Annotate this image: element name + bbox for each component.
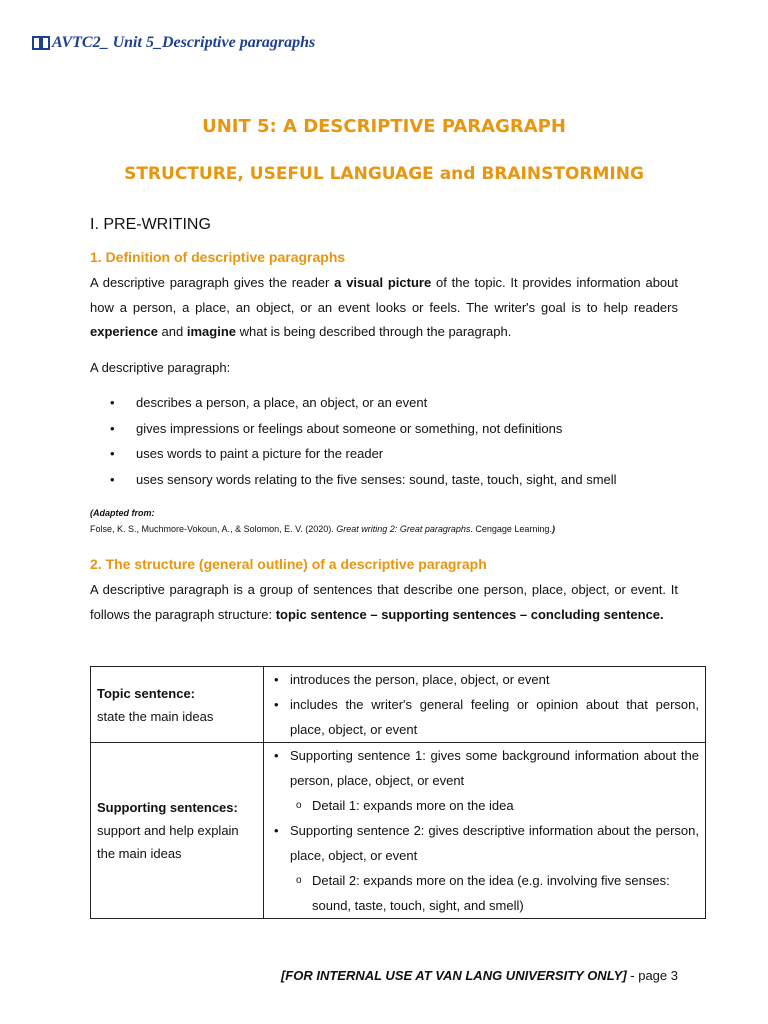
page-number: - page 3 (626, 968, 678, 983)
list-item: • introduces the person, place, object, or event (268, 667, 699, 692)
topic-label: Topic sentence: (97, 685, 196, 701)
support-label: Supporting sentences: (97, 800, 238, 815)
header-title: AVTC2_ Unit 5_Descriptive paragraphs (52, 34, 316, 51)
structure-table (90, 666, 706, 919)
support-cell (91, 743, 264, 919)
support-points-cell (264, 743, 706, 919)
document-header (32, 34, 315, 52)
topic-cell (91, 667, 264, 743)
unit-subtitle: STRUCTURE, USEFUL LANGUAGE and BRAINSTORMING (124, 164, 644, 184)
support-desc: support and help explain the main ideas (97, 823, 239, 861)
definition-paragraph: A descriptive paragraph gives the reader a visual picture of the topic. It provides information about how a person, a place, an object, or an event looks or feels. The writer's goal is to help readers experience and imagine what is being described through the paragraph. (90, 275, 678, 339)
book-icon (32, 36, 50, 50)
section-heading: I. PRE-WRITING (90, 216, 211, 233)
definition-heading: 1. Definition of descriptive paragraphs (90, 249, 346, 265)
unit-title: UNIT 5: A DESCRIPTIVE PARAGRAPH (202, 116, 566, 137)
list-item: • Supporting sentence 1: gives some background information about the person, place, object, or event (268, 743, 699, 793)
list-item: o Detail 1: expands more on the idea (268, 793, 699, 818)
structure-heading: 2. The structure (general outline) of a descriptive paragraph (90, 556, 487, 572)
structure-paragraph: A descriptive paragraph is a group of sentences that describe one person, place, object, or event. It follows the paragraph structure: topic sentence – supporting sentences – concluding sentence. (90, 582, 678, 622)
list-item: • gives impressions or feelings about someone or something, not definitions (90, 418, 690, 444)
definition-intro: A descriptive paragraph: (90, 360, 231, 375)
table-row (91, 743, 706, 919)
list-item: • Supporting sentence 2: gives descriptive information about the person, place, object, or event (268, 818, 699, 868)
list-item: • includes the writer's general feeling or opinion about that person, place, object, or event (268, 692, 699, 742)
list-item: • uses sensory words relating to the five senses: sound, taste, touch, sight, and smell (90, 469, 690, 495)
list-item: o Detail 2: expands more on the idea (e.g. involving five senses: sound, taste, touch, sight, and smell) (268, 868, 699, 918)
table-row (91, 667, 706, 743)
list-item: • uses words to paint a picture for the reader (90, 443, 690, 469)
definition-bullet-list (90, 392, 690, 494)
citation-label: (Adapted from: (90, 508, 155, 518)
citation-reference: Folse, K. S., Muchmore-Vokoun, A., & Solomon, E. V. (2020). Great writing 2: Great paragraphs. Cengage Learning.) (90, 524, 555, 534)
topic-desc: state the main ideas (97, 708, 214, 724)
page-footer (281, 968, 678, 983)
topic-points-cell (264, 667, 706, 743)
list-item: • describes a person, a place, an object, or an event (90, 392, 690, 418)
footer-notice: [FOR INTERNAL USE AT VAN LANG UNIVERSITY ONLY] (280, 968, 627, 983)
